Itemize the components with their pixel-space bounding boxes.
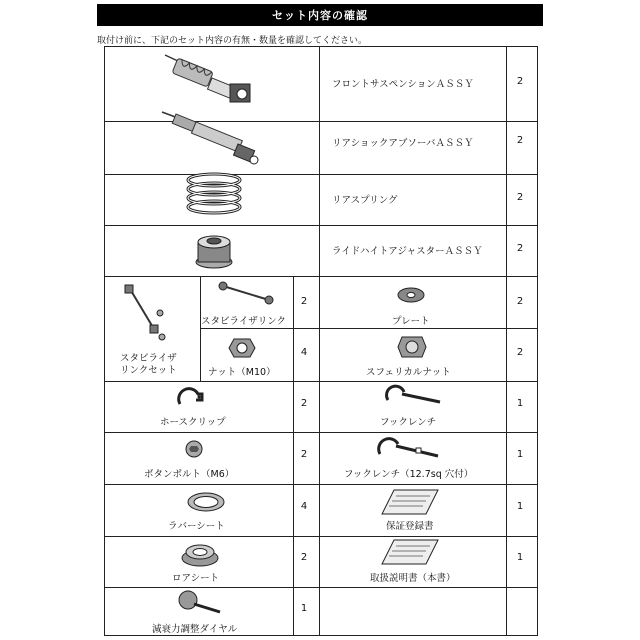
item-label: フックレンチ（12.7sq 穴付） bbox=[344, 469, 474, 480]
item-label: ライドハイトアジャスターＡＳＳＹ bbox=[332, 246, 483, 257]
item-label: ホースクリップ bbox=[160, 417, 226, 428]
section-title: セット内容の確認 bbox=[272, 9, 368, 22]
rubber-seat-icon bbox=[186, 490, 226, 514]
item-label: リアショックアブソーバＡＳＳＹ bbox=[332, 138, 474, 149]
button-bolt-icon bbox=[182, 439, 206, 459]
intro-text: 取付け前に、下記のセット内容の有無・数量を確認してください。 bbox=[97, 36, 368, 46]
group-label: スタビライザ bbox=[120, 353, 177, 364]
instruction-manual-icon bbox=[380, 538, 440, 566]
item-label: スタビライザリンク bbox=[201, 316, 287, 327]
item-label: 減衰力調整ダイヤル bbox=[152, 624, 238, 635]
item-label: プレート bbox=[392, 316, 430, 327]
column-divider bbox=[506, 47, 507, 635]
hose-clip-icon bbox=[176, 384, 204, 410]
item-quantity: 1 bbox=[516, 398, 524, 409]
damping-adjust-dial-icon bbox=[176, 588, 226, 616]
plate-icon bbox=[396, 285, 426, 305]
item-quantity: 2 bbox=[300, 296, 308, 307]
item-quantity: 2 bbox=[300, 398, 308, 409]
item-label: フロントサスペンションＡＳＳＹ bbox=[332, 79, 474, 90]
item-quantity: 2 bbox=[516, 192, 524, 203]
column-divider bbox=[319, 47, 320, 276]
column-divider bbox=[200, 276, 201, 381]
row-divider bbox=[105, 276, 537, 277]
lower-seat-icon bbox=[180, 540, 220, 568]
item-label: 保証登録書 bbox=[386, 521, 434, 532]
row-divider bbox=[200, 328, 537, 329]
item-label: ボタンボルト（M6） bbox=[144, 469, 235, 480]
row-divider bbox=[105, 587, 537, 588]
warranty-card-icon bbox=[380, 488, 440, 516]
item-quantity: 2 bbox=[300, 552, 308, 563]
item-label: 取扱説明書（本書） bbox=[370, 573, 456, 584]
item-quantity: 2 bbox=[516, 296, 524, 307]
column-divider bbox=[319, 276, 320, 635]
item-label: スフェリカルナット bbox=[366, 367, 451, 378]
hook-wrench-icon bbox=[384, 384, 444, 410]
item-label: ナット（M10） bbox=[208, 367, 276, 378]
stabilizer-link-icon bbox=[217, 280, 277, 308]
item-quantity: 2 bbox=[516, 76, 524, 87]
row-divider bbox=[105, 432, 537, 433]
item-label: フックレンチ bbox=[380, 417, 437, 428]
item-quantity: 1 bbox=[516, 501, 524, 512]
item-quantity: 4 bbox=[300, 347, 308, 358]
row-divider bbox=[105, 484, 537, 485]
front-suspension-icon bbox=[160, 50, 260, 110]
hook-wrench-square-hole-icon bbox=[376, 434, 442, 464]
row-divider bbox=[105, 536, 537, 537]
item-label: ロアシート bbox=[172, 573, 220, 584]
item-quantity: 2 bbox=[300, 449, 308, 460]
row-divider bbox=[105, 174, 537, 175]
item-quantity: 2 bbox=[516, 135, 524, 146]
item-quantity: 1 bbox=[516, 449, 524, 460]
rear-shock-absorber-icon bbox=[158, 108, 268, 168]
ride-height-adjuster-icon bbox=[192, 228, 236, 272]
item-label: リアスプリング bbox=[332, 195, 398, 206]
item-quantity: 4 bbox=[300, 501, 308, 512]
group-label: リンクセット bbox=[120, 365, 177, 376]
item-label: ラバーシート bbox=[168, 521, 225, 532]
item-quantity: 2 bbox=[516, 243, 524, 254]
row-divider bbox=[105, 381, 537, 382]
spherical-nut-icon bbox=[396, 333, 428, 361]
section-title-bar bbox=[97, 4, 543, 26]
rear-spring-icon bbox=[184, 172, 244, 220]
item-quantity: 2 bbox=[516, 347, 524, 358]
item-quantity: 1 bbox=[300, 603, 308, 614]
nut-m10-icon bbox=[228, 335, 256, 361]
row-divider bbox=[105, 225, 537, 226]
column-divider bbox=[293, 276, 294, 635]
stabilizer-link-set-icon bbox=[120, 283, 170, 343]
item-quantity: 1 bbox=[516, 552, 524, 563]
